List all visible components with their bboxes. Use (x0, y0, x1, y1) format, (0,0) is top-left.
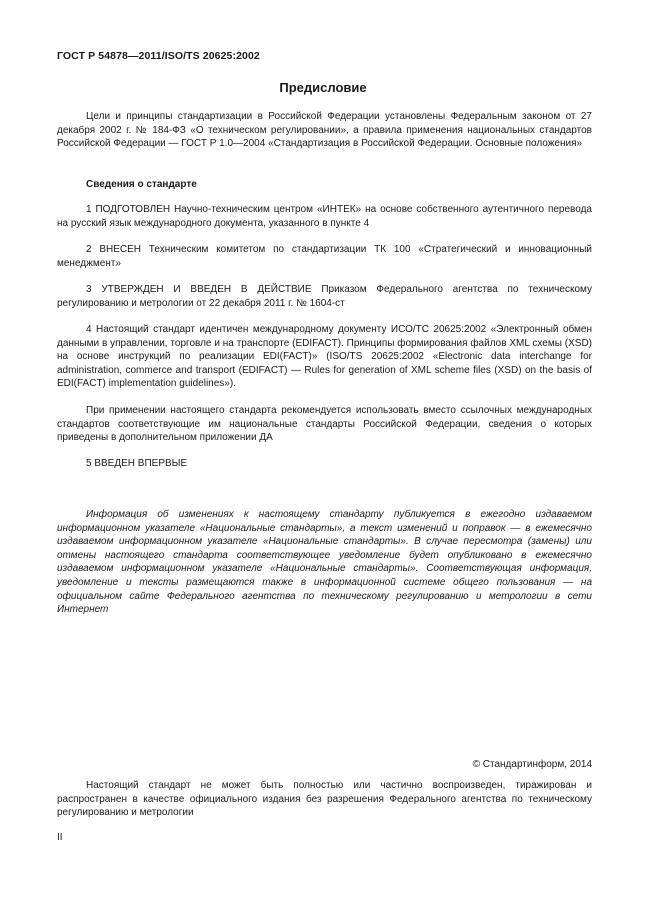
document-code: ГОСТ Р 54878—2011/ISO/TS 20625:2002 (57, 50, 260, 62)
item-3: 3 УТВЕРЖДЕН И ВВЕДЕН В ДЕЙСТВИЕ Приказом Федерального агентства по техническому регулированию и метрологии от 22 декабря 2011 г. № 1604-ст (57, 284, 592, 309)
footer-text: Настоящий стандарт не может быть полностью или частично воспроизведен, тиражирован и распространен в качестве официального издания без разрешения Федерального агентства по техническому регулированию и метрологии (57, 780, 592, 819)
info-heading: Сведения о стандарте (86, 179, 197, 190)
page-number: II (57, 832, 63, 843)
item-2: 2 ВНЕСЕН Техническим комитетом по стандартизации ТК 100 «Стратегический и инновационный менеджмент» (57, 244, 592, 269)
item-5: 5 ВВЕДЕН ВПЕРВЫЕ (86, 458, 188, 469)
intro-paragraph: Цели и принципы стандартизации в Российской Федерации установлены Федеральным законом от 27 декабря 2002 г. № 184-ФЗ «О техническом регулировании», а правила применения национальных стандартов Российской Федерации — ГОСТ Р 1.0—2004 «Стандартизация в Российской Федерации. Основные положения» (57, 111, 592, 150)
item-4-note: При применении настоящего стандарта рекомендуется использовать вместо ссылочных международных стандартов соответствующие им национальные стандарты Российской Федерации, сведения о которых приведены в дополнительном приложении ДА (57, 405, 592, 444)
copyright: © Стандартинформ, 2014 (472, 759, 592, 770)
item-1: 1 ПОДГОТОВЛЕН Научно-техническим центром «ИНТЕК» на основе собственного аутентичного перевода на русский язык международного документа, указанного в пункте 4 (57, 204, 592, 229)
notice-paragraph: Информация об изменениях к настоящему стандарту публикуется в ежегодно издаваемом информационном указателе «Национальные стандарты», а текст изменений и поправок — в ежемесячно издаваемом информационном указателе «Национальные стандарты». В случае пересмотра (замены) или отмены настоящего стандарта соответствующее уведомление будет опубликовано в ежемесячно издаваемом информационном указателе «Национальные стандарты». Соответствующая информация, уведомление и тексты размещаются также в информационной системе общего пользования — на официальном сайте Федерального агентства по техническому регулированию и метрологии в сети Интернет (57, 509, 592, 616)
page-title: Предисловие (279, 80, 367, 95)
item-4: 4 Настоящий стандарт идентичен международному документу ИСО/ТС 20625:2002 «Электронный обмен данными в управлении, торговле и на транспорте (EDIFACT). Принципы формирования файлов XML схемы (XSD) на основе инструкций по реализации EDI(FACT)» (ISO/TS 20625:2002 «Electronic data interchange for administration, commerce and transport (EDIFACT) — Rules for generation of XML scheme files (XSD) on the basis of EDI(FACT) implementation guidelines»). (57, 324, 592, 390)
